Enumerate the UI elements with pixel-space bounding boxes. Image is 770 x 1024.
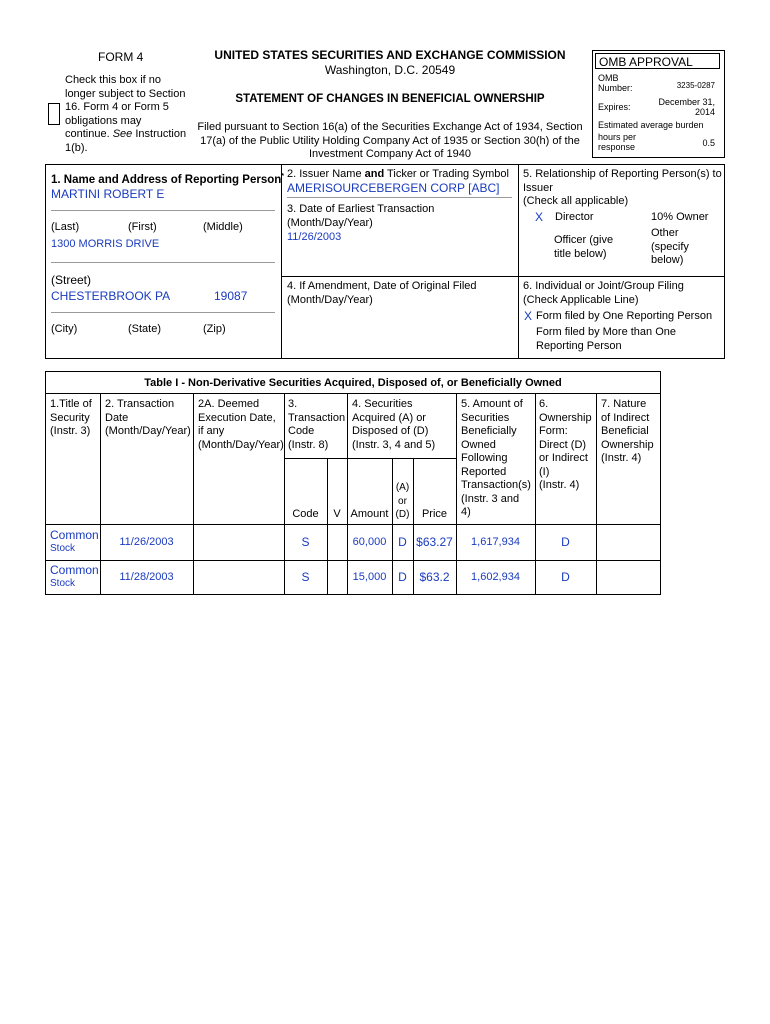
header-line: (Instr. 3) [50, 425, 91, 437]
relationship-label [523, 168, 722, 209]
row1-owned: 1,617,934 [471, 536, 520, 548]
divider [45, 524, 661, 525]
officer-label [554, 234, 613, 261]
divider [51, 312, 275, 313]
header-line: Owned [461, 438, 496, 451]
city-label: (City) [51, 323, 78, 335]
header-line: (Month/Day/Year) [105, 425, 191, 437]
row1-price: $63.27 [416, 535, 453, 549]
header-line: Following [461, 452, 508, 464]
divider [284, 393, 285, 595]
row1-a-or-d: D [398, 535, 407, 549]
row1-security [50, 529, 99, 555]
col-amount-owned-header [461, 398, 531, 520]
header-line: Acquired (A) or [352, 411, 426, 424]
divider [51, 210, 275, 211]
issuer-label-part: 2. Issuer Name [287, 168, 365, 180]
divider [281, 164, 282, 359]
header-line: Transaction [288, 411, 346, 424]
issuer-label [287, 168, 509, 182]
middle-label: (Middle) [203, 221, 243, 233]
header-line: 7. Nature [601, 398, 647, 410]
header-line: Disposed of (D) [352, 425, 429, 437]
divider [327, 458, 328, 595]
divider [518, 164, 519, 359]
omb-hours-label-line: hours per [598, 132, 637, 142]
reporting-person-heading [51, 173, 284, 186]
header-line: Beneficial [601, 425, 649, 437]
header-line: (Month/Day/Year) [198, 438, 284, 451]
director-label: Director [555, 211, 594, 223]
row1-code: S [301, 535, 310, 549]
section16-checkbox[interactable] [48, 103, 60, 125]
header-line: Form: [539, 425, 568, 437]
reporting-person-street: 1300 MORRIS DRIVE [51, 238, 160, 250]
checkbox-text-part: Instruction [132, 128, 187, 141]
omb-number-label-line: Number: [598, 83, 633, 93]
row2-code: S [301, 570, 310, 584]
header-line: 3. [288, 398, 298, 410]
amendment-label-line: (Month/Day/Year) [287, 293, 373, 306]
header-line: or Indirect [539, 452, 588, 464]
checkbox-instruction [65, 74, 197, 156]
header-line: Beneficially [461, 425, 517, 437]
divider [535, 393, 536, 595]
reporting-person-name: MARTINI ROBERT E [51, 187, 165, 201]
header-line: (A) [395, 482, 410, 493]
other-label-line: below) [651, 254, 684, 266]
other-label-line: (specify [651, 240, 689, 253]
zip-label: (Zip) [203, 323, 226, 335]
subcol-code: Code [292, 508, 319, 520]
issuer-label-part: Ticker or Trading Symbol [384, 168, 509, 180]
header-line: Code [288, 425, 315, 437]
omb-hours-value: 0.5 [702, 138, 715, 148]
header-line: (D) [395, 509, 410, 520]
divider [193, 393, 194, 595]
row1-form: D [561, 535, 570, 549]
security-line: Common [50, 528, 99, 542]
header-line: (I) [539, 465, 550, 478]
security-line: Stock [50, 578, 76, 589]
reporting-person-zip: 19087 [214, 289, 248, 303]
header-line: Ownership [601, 438, 654, 451]
omb-burden-label: Estimated average burden [598, 120, 704, 130]
divider [347, 393, 348, 595]
header-line: Direct (D) [539, 438, 587, 451]
header-line: Securities [461, 411, 510, 424]
more-reporting-label-line: Reporting Person [536, 339, 622, 352]
row2-owned: 1,602,934 [471, 571, 520, 583]
security-line: Common [50, 563, 99, 577]
header-line: or [398, 495, 407, 507]
director-checkmark[interactable]: X [535, 210, 544, 224]
divider [596, 393, 597, 595]
first-label: (First) [128, 221, 157, 233]
omb-number-label-line: OMB [598, 73, 619, 83]
reporting-person-heading-text: 1. Name and Address of Reporting Person [51, 173, 282, 186]
header-line: Execution Date, [198, 411, 276, 424]
omb-approval-title: OMB APPROVAL [595, 53, 720, 69]
subcol-v: V [333, 508, 341, 520]
row1-amount: 60,000 [352, 536, 387, 548]
issuer-label-and: and [364, 168, 385, 180]
header-line: of Indirect [601, 411, 650, 424]
amendment-label-line: 4. If Amendment, Date of Original Filed [287, 280, 477, 292]
earliest-transaction-label [287, 203, 434, 230]
col-transaction-code-header [288, 398, 345, 452]
divider [456, 393, 457, 595]
relationship-label-line: 5. Relationship of Reporting Person(s) to [523, 168, 722, 180]
filed-pursuant-line: Investment Company Act of 1940 [308, 148, 472, 160]
omb-expires-line: December 31, [658, 97, 715, 107]
divider [45, 393, 661, 394]
col-nature-header [601, 398, 654, 466]
state-label: (State) [128, 323, 162, 335]
row1-date: 11/26/2003 [119, 536, 174, 548]
filing-label-line: (Check Applicable Line) [523, 293, 639, 306]
street-label: (Street) [51, 273, 92, 287]
checkbox-text-see: See [112, 128, 133, 141]
officer-label-line: Officer (give [554, 234, 614, 246]
col-transaction-date-header [105, 398, 191, 439]
statement-title: STATEMENT OF CHANGES IN BENEFICIAL OWNERSHIP [235, 93, 545, 105]
checkbox-text-line: obligations may [65, 114, 142, 127]
more-reporting-person-label [536, 326, 676, 353]
divider [100, 393, 101, 595]
table1-title: Table I - Non-Derivative Securities Acquired, Disposed of, or Beneficially Owned [144, 377, 562, 389]
ten-percent-owner-label: 10% Owner [651, 211, 709, 223]
header-line: Transaction(s) [461, 479, 531, 491]
filed-pursuant-line: 17(a) of the Public Utility Holding Company Act of 1935 or Section 30(h) of the [200, 134, 580, 147]
divider [287, 197, 512, 198]
row2-security [50, 564, 99, 590]
header-line: 4. Securities [352, 398, 413, 410]
header-line: 1.Title of [50, 398, 92, 410]
header-line: Security [50, 411, 90, 424]
more-reporting-label-line: Form filed by More than One [536, 326, 677, 338]
checkbox-text-line: 1(b). [65, 141, 88, 154]
row2-a-or-d: D [398, 570, 407, 584]
form-label: FORM 4 [98, 50, 144, 64]
header-line: 6. [539, 398, 549, 410]
col-securities-header [352, 398, 435, 452]
omb-number-label [598, 73, 633, 93]
asterisk: * [281, 173, 284, 180]
filing-label-line: 6. Individual or Joint/Group Filing [523, 280, 684, 292]
omb-hours-label-line: response [598, 142, 636, 152]
row2-amount: 15,000 [352, 571, 387, 583]
row2-date: 11/28/2003 [119, 571, 174, 583]
col-security-header [50, 398, 92, 439]
omb-hours-label [598, 132, 636, 152]
filed-pursuant-line: Filed pursuant to Section 16(a) of the Securities Exchange Act of 1934, Section [197, 121, 583, 133]
filing-label [523, 280, 684, 307]
divider [45, 560, 661, 561]
header-line: 2A. Deemed [198, 398, 260, 410]
filed-pursuant-text [192, 121, 588, 162]
row2-price: $63.2 [419, 570, 450, 584]
divider [51, 262, 275, 263]
checkbox-text-line: Check this box if no [65, 74, 161, 86]
one-person-checkmark[interactable]: X [524, 309, 533, 323]
relationship-label-line: Issuer [523, 181, 553, 194]
divider [284, 458, 456, 459]
header-line: Date [105, 411, 129, 424]
one-reporting-person-label: Form filed by One Reporting Person [536, 310, 713, 322]
header-line: 4) [461, 506, 471, 518]
header-line: (Instr. 8) [288, 438, 329, 451]
col-deemed-date-header [198, 398, 284, 452]
row2-form: D [561, 570, 570, 584]
header-line: Reported [461, 465, 507, 478]
amendment-label [287, 280, 477, 307]
earliest-transaction-label-line: 3. Date of Earliest Transaction [287, 203, 435, 215]
checkbox-text-line: 16. Form 4 or Form 5 [65, 101, 169, 114]
header-line: 5. Amount of [461, 398, 523, 410]
subcol-price: Price [421, 508, 448, 520]
header-line: Ownership [539, 411, 592, 424]
checkbox-text-part: continue. [65, 128, 113, 141]
checkbox-text-line: longer subject to Section [65, 87, 186, 100]
omb-expires-label: Expires: [598, 102, 631, 112]
omb-expires-value [658, 97, 715, 117]
header-line: if any [198, 425, 225, 437]
officer-label-line: title below) [554, 247, 607, 260]
last-label: (Last) [51, 221, 80, 233]
header-line: (Instr. 3 and [461, 492, 520, 505]
relationship-label-line: (Check all applicable) [523, 195, 629, 207]
omb-approval-box [592, 50, 725, 158]
reporting-person-city-state: CHESTERBROOK PA [51, 289, 171, 303]
omb-expires-line: 2014 [694, 107, 715, 117]
other-label [651, 227, 689, 268]
omb-number-value: 3235-0287 [676, 81, 715, 90]
checkbox-text-line [65, 128, 197, 142]
header-line: (Instr. 4) [539, 479, 580, 491]
header-line: (Instr. 3, 4 and 5) [352, 438, 436, 451]
security-line: Stock [50, 543, 76, 554]
commission-title: UNITED STATES SECURITIES AND EXCHANGE COMMISSION [214, 48, 566, 62]
subcol-a-or-d [392, 481, 413, 522]
commission-location: Washington, D.C. 20549 [324, 63, 456, 77]
earliest-transaction-label-line: (Month/Day/Year) [287, 216, 373, 229]
subcol-amount: Amount [350, 508, 389, 520]
header-line: (Instr. 4) [601, 452, 642, 464]
divider [281, 276, 725, 277]
issuer-name-ticker: AMERISOURCEBERGEN CORP [ABC] [287, 181, 500, 195]
header-line: 2. Transaction [105, 398, 175, 410]
earliest-transaction-date: 11/26/2003 [287, 231, 342, 243]
other-label-line: Other [651, 227, 679, 239]
col-ownership-form-header [539, 398, 592, 493]
